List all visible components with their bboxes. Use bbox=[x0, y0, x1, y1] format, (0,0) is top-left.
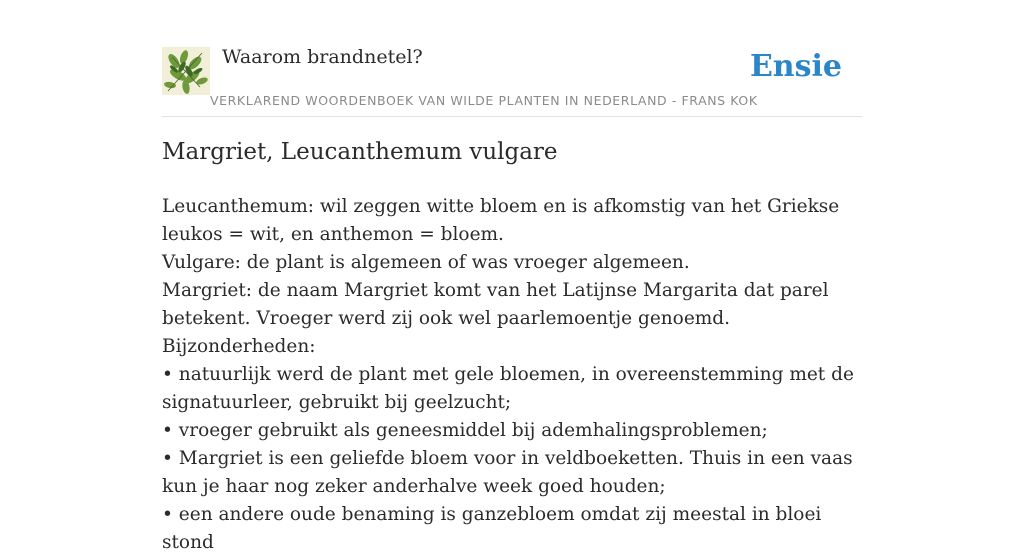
book-subtitle: VERKLAREND WOORDENBOEK VAN WILDE PLANTEN IN NEDERLAND - FRANS KOK bbox=[210, 93, 758, 108]
entry-line: Bijzonderheden: bbox=[162, 336, 316, 357]
entry-line: • Margriet is een geliefde bloem voor in veldboeketten. Thuis in een vaas kun je haar nog zeker anderhalve week goed houden; bbox=[162, 448, 853, 497]
entry-line: • een andere oude benaming is ganzebloem omdat zij meestal in bloei stond bbox=[162, 504, 822, 553]
entry-line: Vulgare: de plant is algemeen of was vroeger algemeen. bbox=[162, 252, 690, 273]
plant-leaves-icon[interactable] bbox=[162, 47, 210, 95]
header bbox=[162, 0, 862, 117]
entry-line: Leucanthemum: wil zeggen witte bloem en is afkomstig van het Griekse leukos = wit, en anthemon = bloem. bbox=[162, 196, 840, 245]
entry-body bbox=[162, 193, 862, 557]
entry-line: Margriet: de naam Margriet komt van het Latijnse Margarita dat parel betekent. Vroeger werd zij ook wel paarlemoentje genoemd. bbox=[162, 280, 829, 329]
entry-title: Margriet, Leucanthemum vulgare bbox=[162, 139, 558, 165]
ensie-logo[interactable]: Ensie bbox=[749, 49, 842, 84]
entry-line: • natuurlijk werd de plant met gele bloemen, in overeenstemming met de signatuurleer, gebruikt bij geelzucht; bbox=[162, 364, 854, 413]
blog-title[interactable]: Waarom brandnetel? bbox=[222, 46, 423, 68]
page bbox=[162, 0, 862, 553]
entry-line: • vroeger gebruikt als geneesmiddel bij ademhalingsproblemen; bbox=[162, 420, 768, 441]
